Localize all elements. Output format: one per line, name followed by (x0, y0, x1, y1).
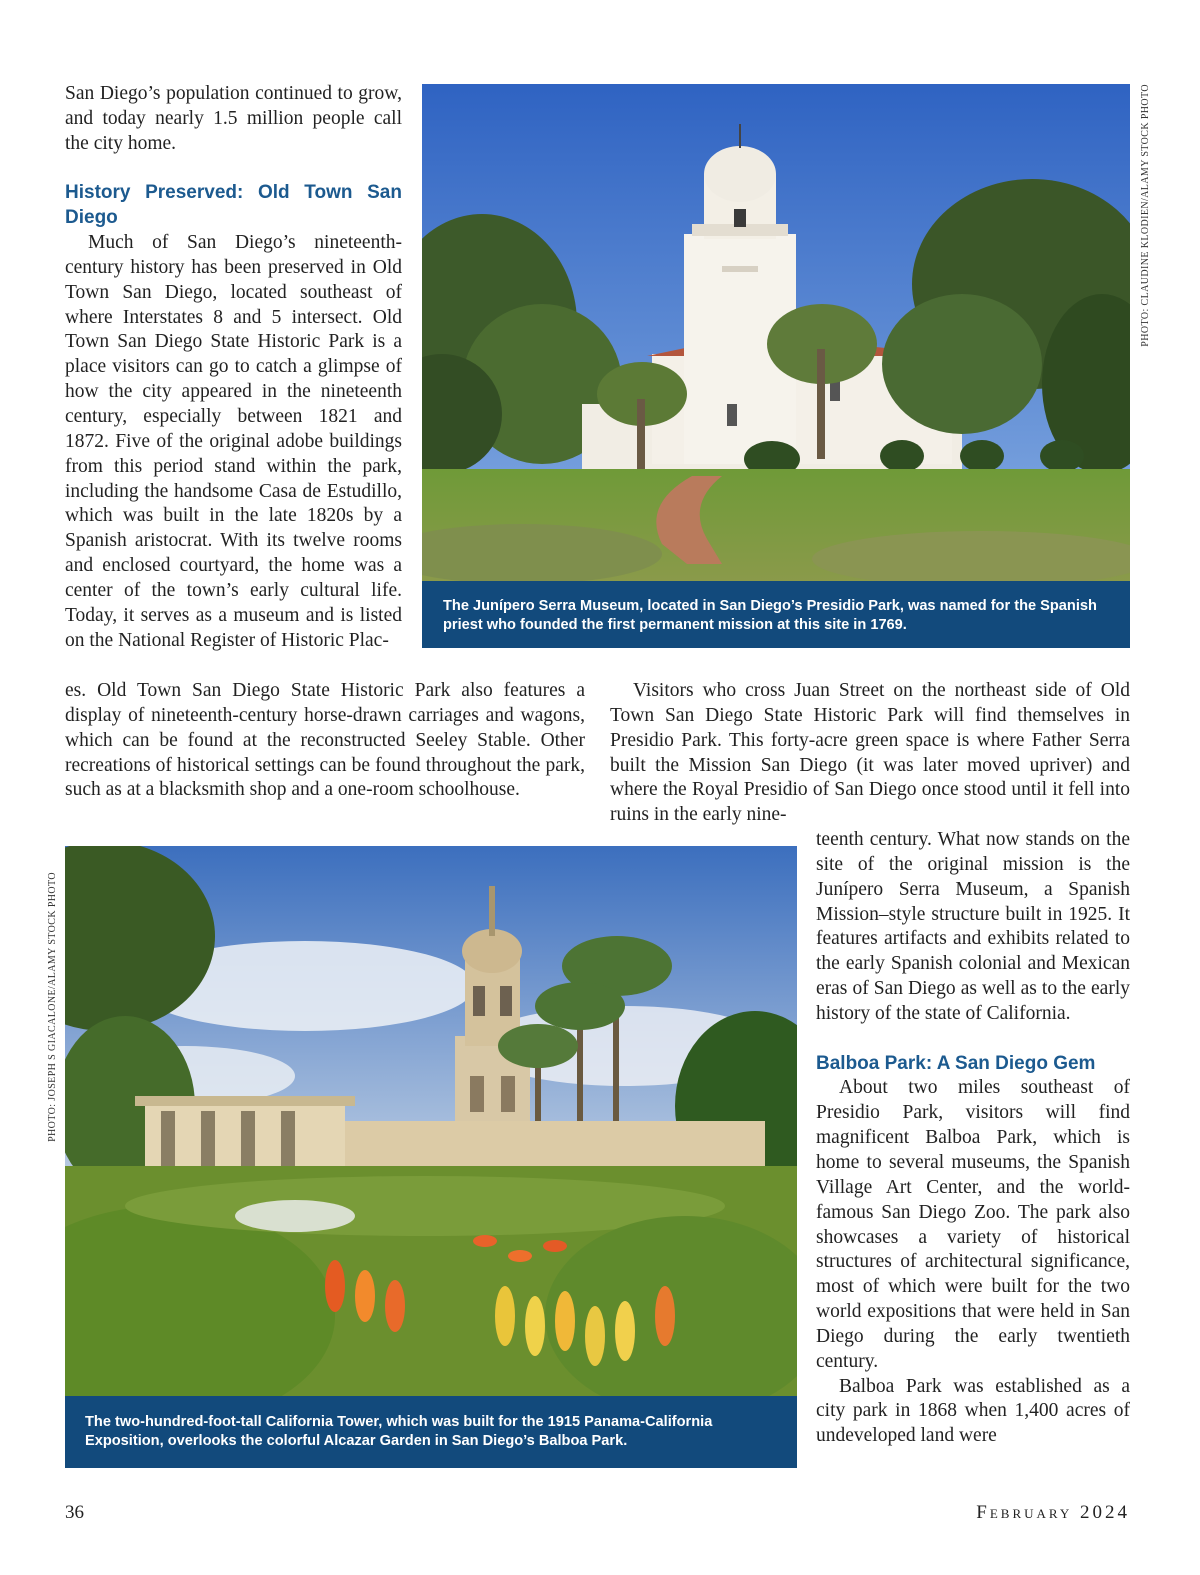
text-column-right-lower (816, 828, 1130, 1449)
section-heading-old-town: History Preserved: Old Town San Diego (65, 182, 402, 229)
text-column-left-lower (65, 679, 585, 803)
presidio-paragraph-part2: teenth century. What now stands on the site of the original mission is the Junípero Serra Museum, a Spanish Mission–style structure built in 1925. It features artifacts and exhibits related to the early Spanish colonial and Mexican eras of San Diego as well as to the early history of the state of California. (816, 829, 1130, 1024)
photo-credit-serra-museum: PHOTO: CLAUDINE KLODIEN/ALAMY STOCK PHOTO (1140, 84, 1151, 347)
balboa-paragraph-1: About two miles southeast of Presidio Park, visitors will find magnificent Balboa Park, which is home to several museums, the Spanish Village Art Center, and the world-famous San Diego Zoo. The park also showcases a variety of historical structures of architectural significance, most of which were built for the two world expositions that were held in San Diego during the early twentieth century. (816, 1077, 1130, 1372)
california-tower-photo (65, 846, 797, 1396)
page-number: 36 (65, 1502, 84, 1523)
serra-museum-illustration (422, 84, 1130, 581)
balboa-paragraph-2: Balboa Park was established as a city park in 1868 when 1,400 acres of undeveloped land were (816, 1375, 1130, 1447)
old-town-paragraph-part1: Much of San Diego’s nineteenth-century history has been preserved in Old Town San Diego, located southeast of where Interstates 8 and 5 intersect. Old Town San Diego State Historic Park is a place visitors can go to catch a glimpse of how the city appeared in the nineteenth century, especially between 1821 and 1872. Five of the original adobe buildings from this period stand within the park, including the handsome Casa de Estudillo, which was built in the late 1820s by a Spanish aristocrat. With its twelve rooms and enclosed courtyard, the home was a center of the town’s early cultural life. Today, it serves as a museum and is listed on the National Register of Historic Plac- (65, 232, 402, 651)
california-tower-caption: The two-hundred-foot-tall California Tower, which was built for the 1915 Panama-California Exposition, overlooks the colorful Alcazar Garden in San Diego’s Balboa Park. (65, 1396, 797, 1468)
photo-credit-california-tower: PHOTO: JOSEPH S GIACALONE/ALAMY STOCK PHOTO (47, 872, 58, 1142)
serra-museum-photo (422, 84, 1130, 581)
old-town-paragraph-part2: es. Old Town San Diego State Historic Park also features a display of nineteenth-century horse-drawn carriages and wagons, which can be found at the reconstructed Seeley Stable. Other recreations of historical settings can be found throughout the park, such as at a blacksmith shop and a one-room schoolhouse. (65, 680, 585, 801)
text-column-right-upper (610, 679, 1130, 828)
intro-paragraph: San Diego’s population continued to grow, and today nearly 1.5 million people call the city home. (65, 83, 402, 154)
text-column-left-upper (65, 82, 402, 653)
presidio-paragraph-part1: Visitors who cross Juan Street on the northeast side of Old Town San Diego State Historic Park will find themselves in Presidio Park. This forty-acre green space is where Father Serra built the Mission San Diego (it was later moved upriver) and where the Royal Presidio of San Diego once stood until it fell into ruins in the early nine- (610, 680, 1130, 826)
serra-museum-caption: The Junípero Serra Museum, located in San Diego’s Presidio Park, was named for the Spanish priest who founded the first permanent mission at this site in 1769. (422, 581, 1130, 648)
issue-date: February 2024 (976, 1502, 1130, 1523)
california-tower-illustration (65, 846, 797, 1396)
section-heading-balboa: Balboa Park: A San Diego Gem (816, 1052, 1096, 1074)
